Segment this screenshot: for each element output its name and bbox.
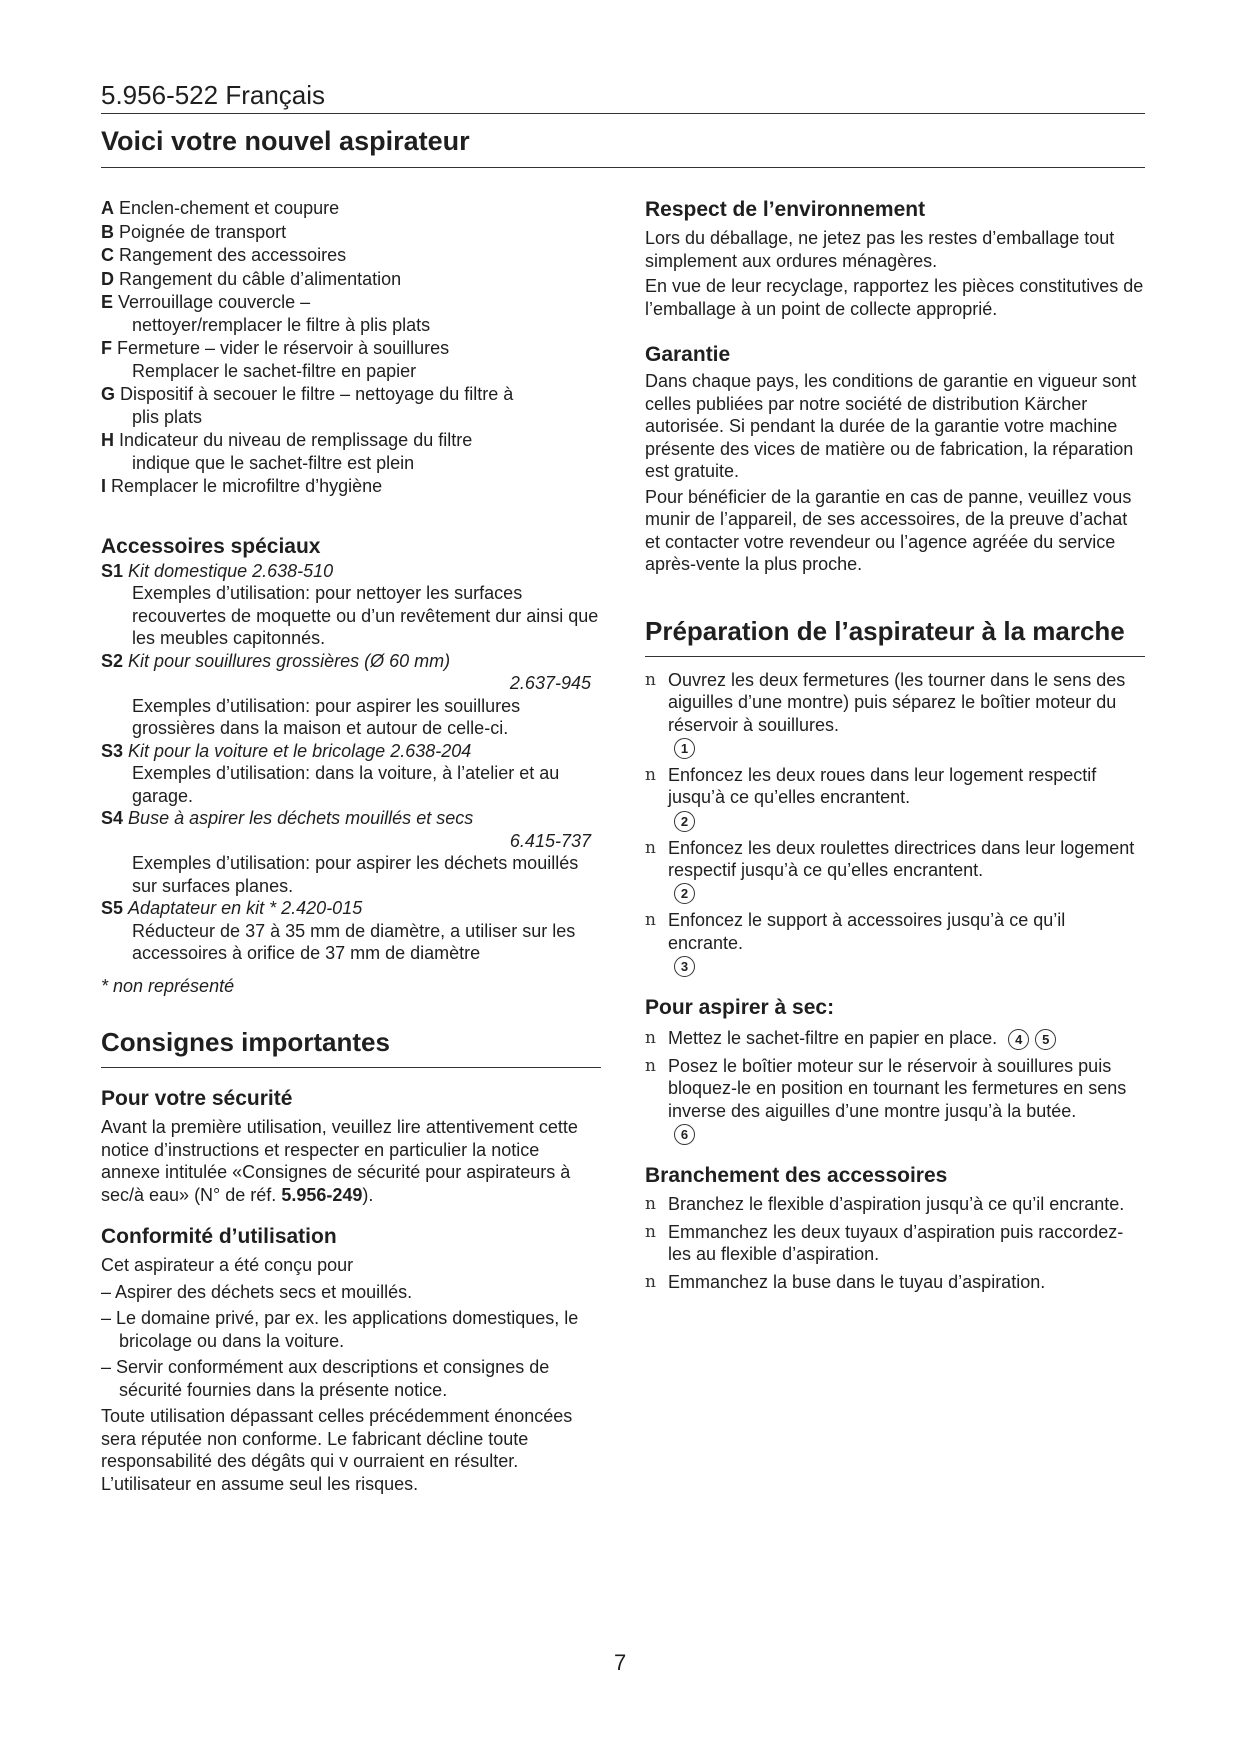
- conformity-item: – Servir conformément aux descriptions et consignes de sécurité fournies dans la présente notice.: [101, 1357, 550, 1400]
- dry-heading: Pour aspirer à sec:: [645, 996, 835, 1019]
- legend-item: C Rangement des accessoires: [101, 245, 347, 265]
- legend-item: H Indicateur du niveau de remplissage du filtre indique que le sachet-filtre est plein: [101, 430, 473, 473]
- figure-ref-icon: 5: [1035, 1029, 1056, 1050]
- figure-ref-icon: 3: [674, 956, 695, 977]
- page-title: Voici votre nouvel aspirateur: [101, 126, 470, 156]
- section-rule: [645, 656, 1145, 657]
- figure-ref-icon: 2: [674, 883, 695, 904]
- legend-item: B Poignée de transport: [101, 221, 287, 242]
- conformity-heading: Conformité d’utilisation: [101, 1225, 337, 1248]
- consignes-heading: Consignes importantes: [101, 1027, 390, 1057]
- legend-item: F Fermeture – vider le réservoir à souillures Remplacer le sachet-filtre en papier: [101, 338, 450, 381]
- bullet-marker: n: [645, 837, 656, 858]
- preparation-heading: Préparation de l’aspirateur à la marche: [645, 615, 1125, 646]
- preparation-step: n Ouvrez les deux fermetures (les tourner dans le sens des aiguilles d’une montre) puis séparez le boîtier moteur du réservoir à souillures. 1: [645, 669, 1145, 759]
- bullet-marker: n: [645, 910, 656, 931]
- bullet-marker: n: [645, 1194, 656, 1214]
- warranty-heading: Garantie: [645, 343, 731, 366]
- figure-ref-icon: 1: [674, 738, 695, 759]
- figure-ref-icon: 2: [674, 811, 695, 832]
- not-shown-note: * non représenté: [101, 975, 235, 996]
- connection-step: n Branchez le flexible d’aspiration jusqu’à ce qu’il encrante.: [645, 1194, 1125, 1214]
- dry-step: n Mettez le sachet-filtre en papier en place. 4 5: [645, 1027, 1145, 1050]
- preparation-step: n Enfoncez le support à accessoires jusqu’à ce qu’il encrante. 3: [645, 909, 1145, 977]
- bullet-marker: n: [645, 1271, 656, 1292]
- legend-item: I Remplacer le microfiltre d’hygiène: [101, 476, 383, 496]
- accessories-heading: Accessoires spéciaux: [101, 534, 321, 558]
- legend-item: A Enclen-chement et coupure: [101, 198, 340, 218]
- security-heading: Pour votre sécurité: [101, 1087, 293, 1110]
- dry-step: n Posez le boîtier moteur sur le réservoir à souillures puis bloquez-le en position en tournant les fermetures en sens inverse des aiguilles d’une montre jusqu’à la butée. 6: [645, 1055, 1145, 1145]
- component-legend: [101, 197, 601, 498]
- document-code: 5.956-522 Français: [101, 80, 326, 110]
- environment-p1: Lors du déballage, ne jetez pas les restes d’emballage tout simplement aux ordures ménagères.: [645, 228, 1115, 271]
- section-rule: [101, 1067, 601, 1068]
- bullet-marker: n: [645, 1028, 656, 1048]
- conformity-outro: Toute utilisation dépassant celles précédemment énoncées sera réputée non conforme. Le fabricant décline toute responsabilité des dégâts qui v ourraient en résulter. L’utilisateur en assume seul les risques.: [101, 1406, 573, 1494]
- accessory-item: S1 Kit domestique 2.638-510 Exemples d’utilisation: pour nettoyer les surfaces recouvertes de moquette ou d’un revêtement dur ainsi que les meubles capitonnés.: [101, 560, 599, 648]
- header-rule: [101, 113, 1145, 114]
- bullet-marker: n: [645, 669, 656, 690]
- legend-item: G Dispositif à secouer le filtre – nettoyage du filtre à plis plats: [101, 384, 514, 427]
- warranty-p1: Dans chaque pays, les conditions de garantie en vigueur sont celles publiées par notre société de distribution Kärcher autorisée. Si pendant la durée de la garantie votre machine présente des vices de matière ou de fabrication, la réparation est gratuite.: [645, 371, 1137, 481]
- page-number: 7: [614, 1650, 627, 1675]
- warranty-p2: Pour bénéficier de la garantie en cas de panne, veuillez vous munir de l’appareil, de ses accessoires, de la preuve d’achat et contacter votre revendeur ou l’agence agréée du service après-vente la plus proche.: [645, 486, 1132, 574]
- connection-step: n Emmanchez la buse dans le tuyau d’aspiration.: [645, 1271, 1046, 1292]
- conformity-item: – Le domaine privé, par ex. les applications domestiques, le bricolage ou dans la voiture.: [101, 1308, 579, 1351]
- environment-p2: En vue de leur recyclage, rapportez les pièces constitutives de l’emballage à un point de collecte approprié.: [645, 276, 1144, 319]
- title-rule: [101, 167, 1145, 168]
- preparation-step: n Enfoncez les deux roues dans leur logement respectif jusqu’à ce qu’elles encrantent. 2: [645, 764, 1145, 832]
- right-column: [645, 197, 1145, 1298]
- security-text: Avant la première utilisation, veuillez lire attentivement cette notice d’instructions et respecter en particulier la notice annexe intitulée «Consignes de sécurité pour aspirateurs à sec/à eau» (N° de réf. 5.956-249).: [101, 1117, 578, 1205]
- conformity-item: – Aspirer des déchets secs et mouillés.: [101, 1281, 413, 1302]
- accessory-item: S2 Kit pour souillures grossières (Ø 60 mm) 2.637-945 Exemples d’utilisation: pour aspirer les souillures grossières dans la maison et autour de celle-ci.: [101, 650, 591, 738]
- left-column: [101, 197, 601, 1495]
- legend-item: E Verrouillage couvercle – nettoyer/remplacer le filtre à plis plats: [101, 292, 431, 335]
- bullet-marker: n: [645, 1055, 656, 1076]
- accessory-item: S5 Adaptateur en kit * 2.420-015 Réducteur de 37 à 35 mm de diamètre, a utiliser sur les accessoires à orifice de 37 mm de diamètre: [101, 898, 576, 963]
- preparation-step: n Enfoncez les deux roulettes directrices dans leur logement respectif jusqu’à ce qu’elles encrantent. 2: [645, 837, 1145, 905]
- figure-ref-icon: 6: [674, 1124, 695, 1145]
- accessory-item: S4 Buse à aspirer les déchets mouillés et secs 6.415-737 Exemples d’utilisation: pour aspirer les déchets mouillés sur surfaces planes.: [101, 808, 591, 896]
- figure-ref-icon: 4: [1008, 1029, 1029, 1050]
- conformity-intro: Cet aspirateur a été conçu pour: [101, 1255, 354, 1275]
- bullet-marker: n: [645, 764, 656, 785]
- accessory-item: S3 Kit pour la voiture et le bricolage 2.638-204 Exemples d’utilisation: dans la voiture, à l’atelier et au garage.: [101, 740, 560, 806]
- bullet-marker: n: [645, 1221, 656, 1242]
- legend-item: D Rangement du câble d’alimentation: [101, 268, 402, 289]
- connection-step: n Emmanchez les deux tuyaux d’aspiration puis raccordez-les au flexible d’aspiration.: [645, 1221, 1124, 1264]
- connection-heading: Branchement des accessoires: [645, 1164, 948, 1187]
- environment-heading: Respect de l’environnement: [645, 198, 926, 221]
